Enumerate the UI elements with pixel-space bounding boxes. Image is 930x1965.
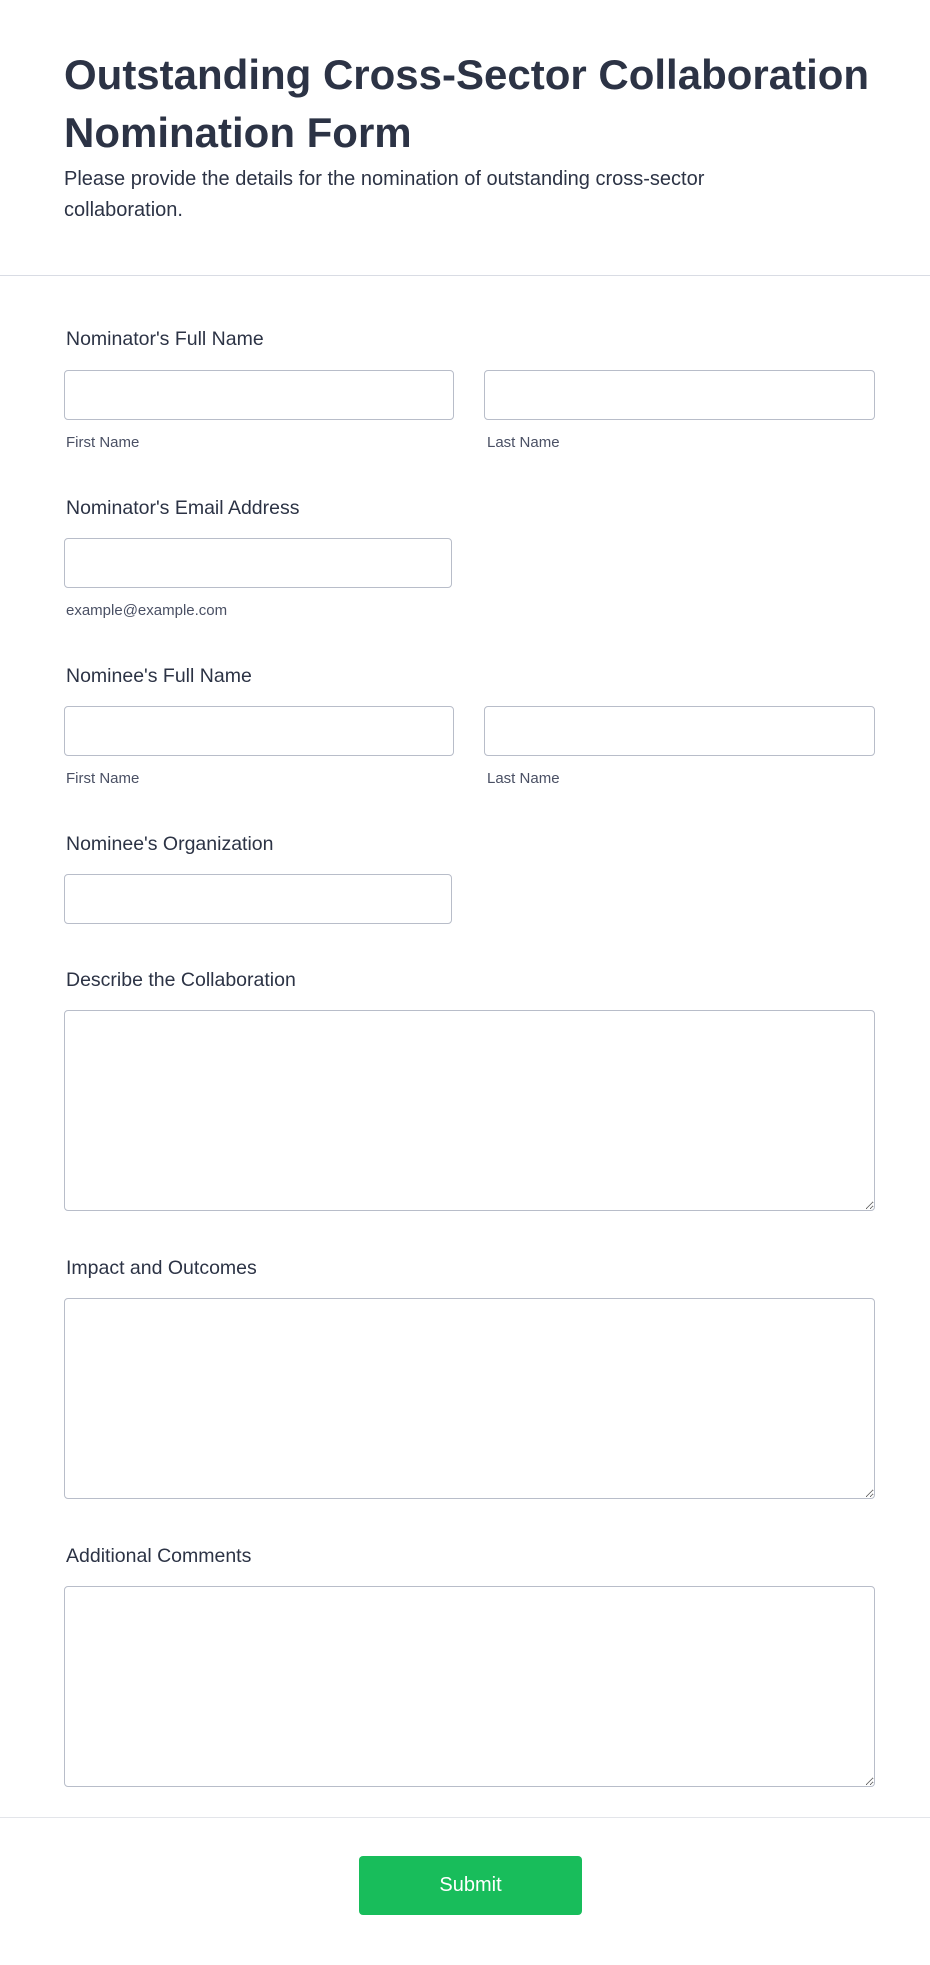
nominee-last-name-sublabel: Last Name xyxy=(487,770,560,787)
nominator-last-name-input[interactable] xyxy=(484,370,875,420)
nominator-first-name-input[interactable] xyxy=(64,370,454,420)
nominee-organization-label: Nominee's Organization xyxy=(66,833,274,855)
form-title: Outstanding Cross-Sector Collaboration Nomination Form xyxy=(64,51,870,156)
nominator-email-label: Nominator's Email Address xyxy=(66,497,300,519)
nominee-first-name-input[interactable] xyxy=(64,706,454,756)
collaboration-description-label: Describe the Collaboration xyxy=(66,969,296,991)
collaboration-description-textarea[interactable] xyxy=(64,1010,875,1211)
additional-comments-textarea[interactable] xyxy=(64,1586,875,1787)
nominee-last-name-input[interactable] xyxy=(484,706,875,756)
nominator-last-name-sublabel: Last Name xyxy=(487,434,560,451)
nominee-organization-input[interactable] xyxy=(64,874,452,924)
submit-button[interactable]: Submit xyxy=(359,1856,582,1915)
nominator-first-name-sublabel: First Name xyxy=(66,434,140,451)
nominator-email-sublabel: example@example.com xyxy=(66,602,228,619)
additional-comments-label: Additional Comments xyxy=(66,1545,252,1567)
form-header xyxy=(0,0,930,276)
nominee-first-name-sublabel: First Name xyxy=(66,770,140,787)
form-subtitle: Please provide the details for the nomination of outstanding cross-sector collaboration. xyxy=(64,168,705,221)
impact-outcomes-textarea[interactable] xyxy=(64,1298,875,1499)
nominee-name-label: Nominee's Full Name xyxy=(66,665,252,687)
nominator-name-label: Nominator's Full Name xyxy=(66,328,264,350)
nominator-email-input[interactable] xyxy=(64,538,452,588)
impact-outcomes-label: Impact and Outcomes xyxy=(66,1257,257,1279)
